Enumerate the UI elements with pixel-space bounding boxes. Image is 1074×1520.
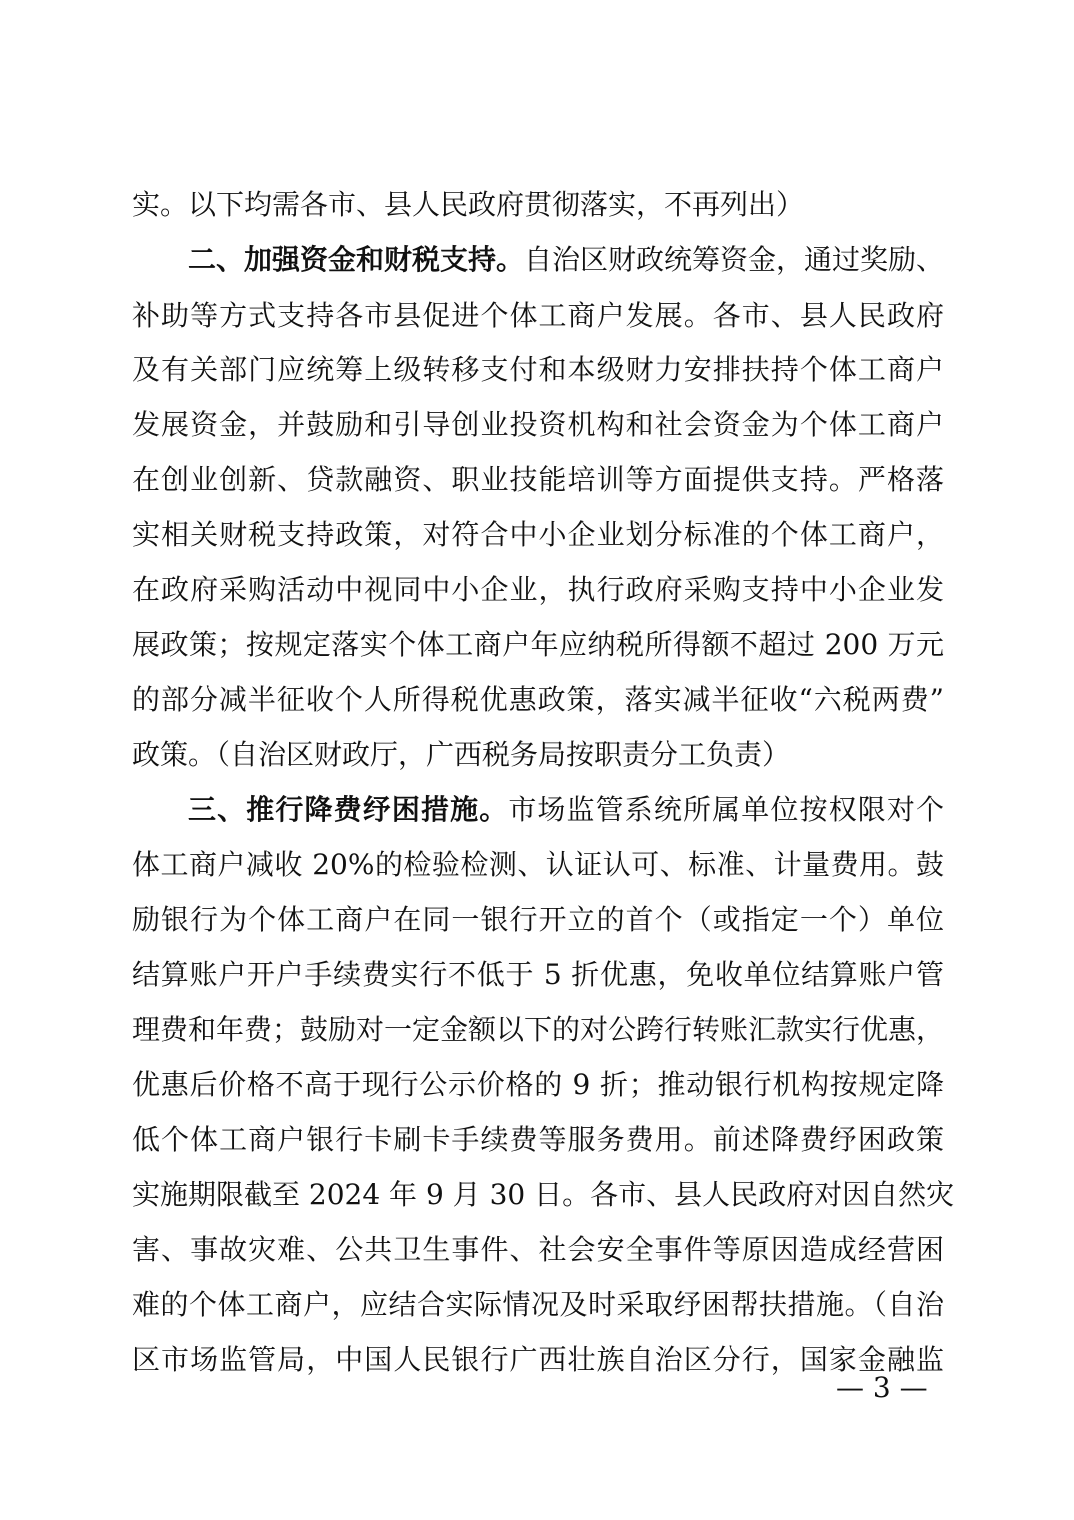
text-line: 政策。（自治区财政厅，广西税务局按职责分工负责）	[132, 738, 791, 771]
text-line: 害、事故灾难、公共卫生事件、社会安全事件等原因造成经营困	[132, 1233, 944, 1266]
section-3-line	[188, 790, 944, 830]
text-line: 发展资金，并鼓励和引导创业投资机构和社会资金为个体工商户	[132, 408, 944, 441]
text-line: 励银行为个体工商户在同一银行开立的首个（或指定一个）单位	[132, 903, 944, 936]
text-line: 低个体工商户银行卡刷卡手续费等服务费用。前述降费纾困政策	[132, 1123, 944, 1156]
text-line: 及有关部门应统筹上级转移支付和本级财力安排扶持个体工商户	[132, 353, 944, 386]
text-line: 体工商户减收 20%的检验检测、认证认可、标准、计量费用。鼓	[132, 848, 944, 881]
section-2-line	[188, 240, 944, 280]
section-3-text: 市场监管系统所属单位按权限对个	[508, 793, 944, 826]
text-line: 的部分减半征收个人所得税优惠政策，落实减半征收“六税两费”	[132, 683, 944, 716]
text-line: 结算账户开户手续费实行不低于 5 折优惠，免收单位结算账户管	[132, 958, 944, 991]
page-number: — 3 —	[836, 1371, 928, 1404]
text-line: 在创业创新、贷款融资、职业技能培训等方面提供支持。严格落	[132, 463, 944, 496]
section-3-heading: 三、推行降费纾困措施。	[188, 793, 509, 826]
text-line: 实施期限截至 2024 年 9 月 30 日。各市、县人民政府对因自然灾	[132, 1178, 955, 1211]
text-line: 在政府采购活动中视同中小企业，执行政府采购支持中小企业发	[132, 573, 944, 606]
text-line: 优惠后价格不高于现行公示价格的 9 折；推动银行机构按规定降	[132, 1068, 944, 1101]
section-2-heading: 二、加强资金和财税支持。	[188, 243, 525, 276]
text-line: 补助等方式支持各市县促进个体工商户发展。各市、县人民政府	[132, 299, 944, 332]
text-line: 区市场监管局，中国人民银行广西壮族自治区分行，国家金融监	[132, 1343, 944, 1376]
section-2-text: 自治区财政统筹资金，通过奖励、	[524, 243, 945, 276]
text-line: 理费和年费；鼓励对一定金额以下的对公跨行转账汇款实行优惠，	[132, 1013, 945, 1046]
text-line: 实相关财税支持政策，对符合中小企业划分标准的个体工商户，	[132, 518, 944, 551]
text-line: 展政策；按规定落实个体工商户年应纳税所得额不超过 200 万元	[132, 628, 944, 661]
text-line: 实。以下均需各市、县人民政府贯彻落实，不再列出）	[132, 188, 805, 221]
text-line: 难的个体工商户，应结合实际情况及时采取纾困帮扶措施。（自治	[132, 1288, 944, 1321]
